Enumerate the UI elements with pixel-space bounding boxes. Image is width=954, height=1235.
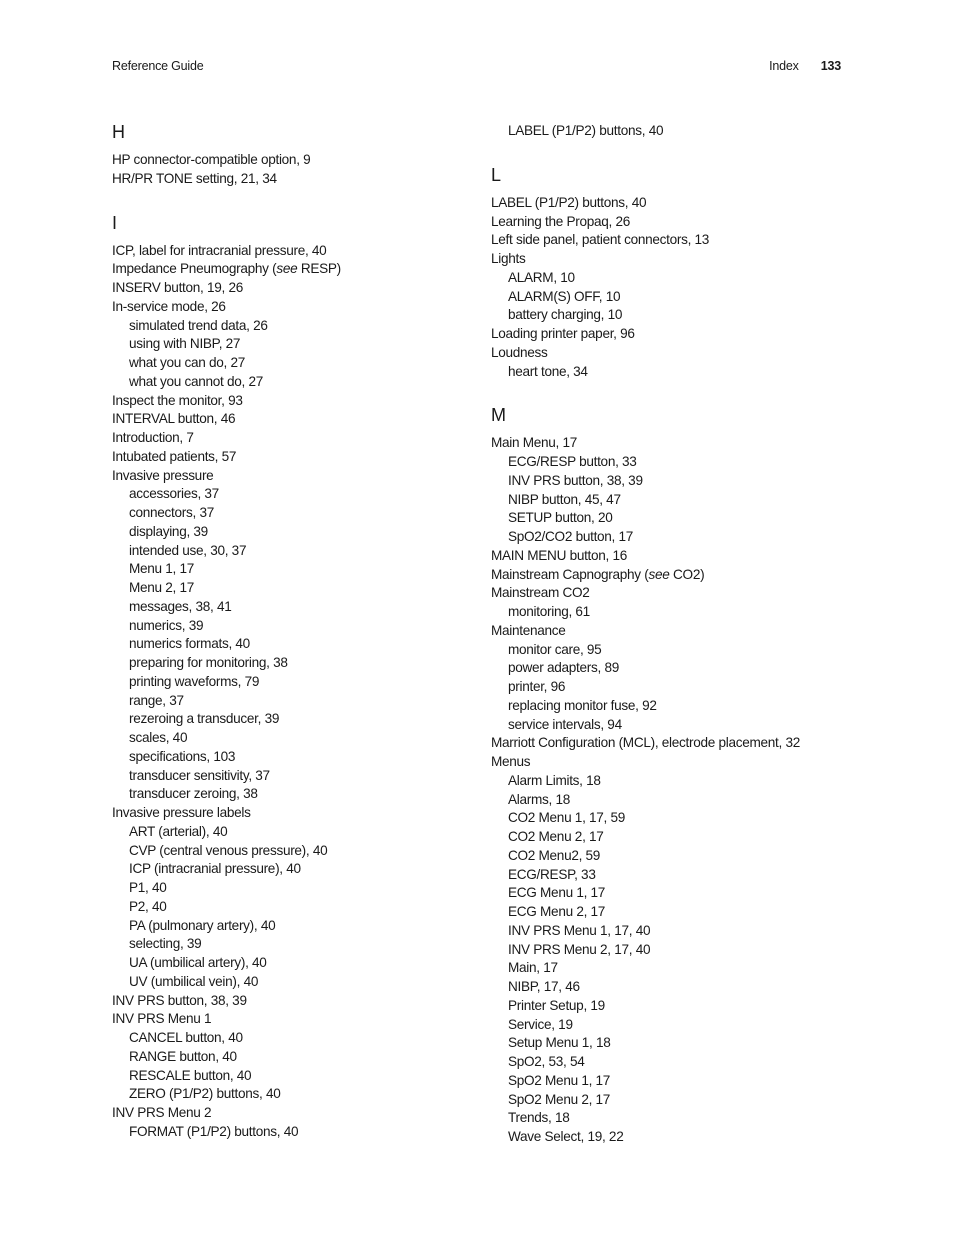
index-entry: In-service mode, 26 — [112, 298, 226, 314]
index-subentry: what you cannot do, 27 — [129, 373, 263, 389]
index-subentry: Setup Menu 1, 18 — [508, 1035, 611, 1051]
index-subentry: ECG/RESP button, 33 — [508, 454, 637, 469]
see-reference: see — [648, 566, 670, 582]
index-subentry: using with NIBP, 27 — [129, 336, 241, 352]
index-subentry: printer, 96 — [508, 679, 566, 694]
running-header-right — [769, 59, 841, 73]
section-letter: M — [491, 405, 506, 426]
index-entry: Invasive pressure — [112, 467, 214, 483]
index-entry: Mainstream CO2 — [491, 585, 590, 601]
index-column-right — [491, 122, 851, 1147]
index-subentry: INV PRS Menu 1, 17, 40 — [508, 922, 651, 938]
index-column-left — [112, 122, 472, 1142]
index-subentry: ECG/RESP, 33 — [508, 866, 596, 882]
index-entry: Intubated patients, 57 — [112, 448, 237, 464]
index-subentry: SpO2 Menu 2, 17 — [508, 1091, 611, 1107]
index-entry: INV PRS Menu 1 — [112, 1011, 212, 1027]
index-subentry: ZERO (P1/P2) buttons, 40 — [129, 1086, 281, 1102]
index-subentry: FORMAT (P1/P2) buttons, 40 — [129, 1123, 299, 1139]
see-reference: see — [276, 261, 298, 277]
index-subentry: INV PRS button, 38, 39 — [508, 472, 643, 488]
page-number: 133 — [820, 59, 841, 73]
index-entry: Main Menu, 17 — [491, 435, 578, 451]
index-subentry: CVP (central venous pressure), 40 — [129, 842, 328, 858]
index-subentry: monitor care, 95 — [508, 641, 602, 657]
index-entry: HR/PR TONE setting, 21, 34 — [112, 170, 277, 186]
index-subentry: transducer zeroing, 38 — [129, 786, 258, 802]
index-entry: Marriott Configuration (MCL), electrode placement, 32 — [491, 735, 800, 751]
index-entry — [491, 566, 851, 585]
index-subentry: ART (arterial), 40 — [129, 823, 228, 839]
index-entry: Menus — [491, 754, 531, 769]
index-subentry: power adapters, 89 — [508, 660, 619, 676]
index-subentry: what you can do, 27 — [129, 355, 245, 370]
index-subentry: heart tone, 34 — [508, 363, 588, 379]
index-subentry: Trends, 18 — [508, 1110, 570, 1126]
index-subentry: selecting, 39 — [129, 936, 202, 952]
index-subentry: LABEL (P1/P2) buttons, 40 — [508, 123, 664, 138]
index-subentry: P1, 40 — [129, 880, 167, 895]
index-subentry: RANGE button, 40 — [129, 1048, 237, 1064]
index-entry: Introduction, 7 — [112, 430, 194, 445]
index-subentry: accessories, 37 — [129, 486, 219, 502]
entry-text: CO2) — [669, 566, 705, 582]
index-subentry: NIBP button, 45, 47 — [508, 491, 621, 507]
index-entry: INTERVAL button, 46 — [112, 411, 236, 427]
index-subentry: printing waveforms, 79 — [129, 673, 260, 689]
entry-text: Mainstream Capnography ( — [491, 566, 649, 582]
index-subentry: Alarm Limits, 18 — [508, 772, 601, 788]
index-subentry: monitoring, 61 — [508, 604, 590, 619]
section-letter: I — [112, 212, 117, 233]
index-subentry: SpO2/CO2 button, 17 — [508, 529, 634, 544]
header-section-name: Index — [769, 59, 799, 73]
index-subentry: ICP (intracranial pressure), 40 — [129, 861, 301, 877]
section-letter: L — [491, 164, 501, 185]
index-subentry: Wave Select, 19, 22 — [508, 1129, 624, 1144]
index-subentry: simulated trend data, 26 — [129, 317, 268, 333]
index-entry: HP connector-compatible option, 9 — [112, 152, 311, 167]
index-entry: Loudness — [491, 344, 548, 360]
index-subentry: CO2 Menu 2, 17 — [508, 829, 604, 844]
index-entry: Learning the Propaq, 26 — [491, 213, 630, 229]
index-subentry: ALARM, 10 — [508, 269, 575, 285]
index-section — [112, 122, 472, 189]
index-subentry: numerics, 39 — [129, 617, 204, 633]
index-entry: MAIN MENU button, 16 — [491, 547, 628, 563]
index-subentry: UA (umbilical artery), 40 — [129, 955, 267, 970]
index-entry: Maintenance — [491, 622, 566, 638]
index-section — [491, 122, 851, 141]
index-subentry: scales, 40 — [129, 730, 188, 745]
index-subentry: Main, 17 — [508, 960, 558, 976]
index-entry: Left side panel, patient connectors, 13 — [491, 232, 710, 248]
index-subentry: CO2 Menu2, 59 — [508, 847, 601, 863]
section-letter: H — [112, 122, 125, 142]
index-subentry: P2, 40 — [129, 898, 167, 914]
index-subentry: numerics formats, 40 — [129, 636, 250, 652]
index-subentry: SpO2, 53, 54 — [508, 1054, 585, 1069]
index-subentry: NIBP, 17, 46 — [508, 979, 580, 994]
index-entry: INV PRS button, 38, 39 — [112, 992, 247, 1008]
index-subentry: rezeroing a transducer, 39 — [129, 711, 280, 727]
index-subentry: ECG Menu 1, 17 — [508, 885, 606, 901]
index-section — [112, 213, 472, 1142]
index-subentry: PA (pulmonary artery), 40 — [129, 917, 276, 933]
index-subentry: UV (umbilical vein), 40 — [129, 973, 259, 989]
index-subentry: preparing for monitoring, 38 — [129, 655, 288, 670]
index-subentry: Printer Setup, 19 — [508, 997, 605, 1013]
index-subentry: displaying, 39 — [129, 523, 208, 539]
index-section — [491, 405, 851, 1147]
index-subentry: Menu 1, 17 — [129, 561, 195, 577]
index-subentry: messages, 38, 41 — [129, 598, 232, 614]
index-subentry: ALARM(S) OFF, 10 — [508, 288, 621, 304]
index-subentry: SETUP button, 20 — [508, 510, 613, 526]
index-section — [491, 165, 851, 382]
index-entry: INSERV button, 19, 26 — [112, 280, 243, 295]
index-entry: Lights — [491, 251, 526, 266]
index-subentry: CO2 Menu 1, 17, 59 — [508, 810, 626, 826]
index-subentry: replacing monitor fuse, 92 — [508, 697, 657, 713]
index-entry: Loading printer paper, 96 — [491, 326, 635, 341]
index-subentry: Menu 2, 17 — [129, 580, 195, 595]
index-subentry: SpO2 Menu 1, 17 — [508, 1072, 611, 1088]
index-entry: ICP, label for intracranial pressure, 40 — [112, 242, 327, 258]
entry-text: RESP) — [297, 261, 341, 277]
index-entry: LABEL (P1/P2) buttons, 40 — [491, 194, 647, 210]
index-subentry: CANCEL button, 40 — [129, 1030, 243, 1045]
index-subentry: ECG Menu 2, 17 — [508, 904, 606, 919]
index-subentry: RESCALE button, 40 — [129, 1067, 252, 1083]
index-subentry: INV PRS Menu 2, 17, 40 — [508, 941, 651, 957]
index-subentry: transducer sensitivity, 37 — [129, 767, 270, 783]
index-subentry: Service, 19 — [508, 1016, 573, 1032]
index-subentry: service intervals, 94 — [508, 716, 622, 732]
index-entry — [112, 260, 472, 279]
index-entry: INV PRS Menu 2 — [112, 1105, 212, 1120]
index-entry: Inspect the monitor, 93 — [112, 392, 243, 408]
index-entry: Invasive pressure labels — [112, 805, 251, 820]
entry-text: Impedance Pneumography ( — [112, 261, 277, 277]
index-subentry: Alarms, 18 — [508, 791, 570, 807]
index-subentry: intended use, 30, 37 — [129, 542, 247, 558]
index-subentry: specifications, 103 — [129, 748, 236, 764]
index-subentry: range, 37 — [129, 692, 184, 708]
index-subentry: battery charging, 10 — [508, 307, 623, 323]
running-header-title: Reference Guide — [112, 59, 204, 73]
index-subentry: connectors, 37 — [129, 505, 214, 520]
